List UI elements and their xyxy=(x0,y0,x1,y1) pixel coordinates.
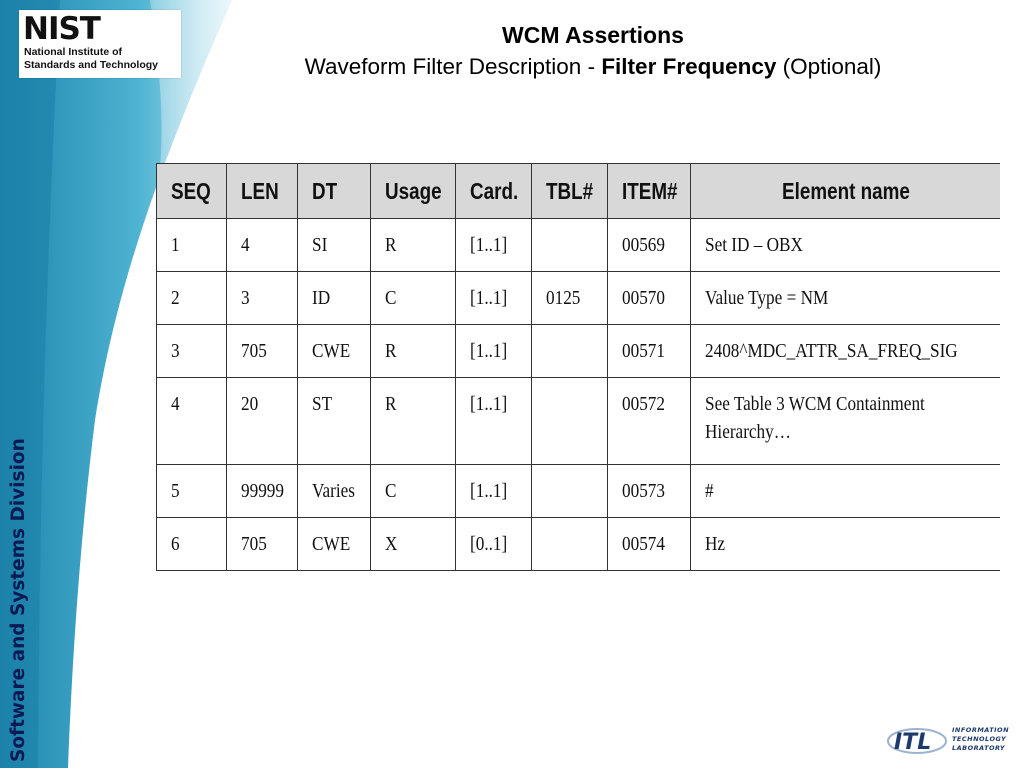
cell-card: [1..1] xyxy=(456,325,532,378)
cell-dt: CWE xyxy=(298,518,371,571)
cell-item: 00569 xyxy=(608,219,691,272)
nist-logo-mark: NIST xyxy=(23,11,100,47)
nist-logo xyxy=(19,10,181,78)
header-tbl: TBL# xyxy=(532,164,608,219)
itl-logo-mark xyxy=(886,722,948,756)
table-row xyxy=(157,378,1001,465)
cell-len: 705 xyxy=(227,518,298,571)
cell-item: 00574 xyxy=(608,518,691,571)
cell-element-name: # xyxy=(691,465,1001,518)
header-len: LEN xyxy=(227,164,298,219)
cell-usage: R xyxy=(371,378,456,465)
cell-tbl xyxy=(532,325,608,378)
subtitle-bold: Filter Frequency xyxy=(601,54,777,79)
itl-logo xyxy=(886,720,1016,760)
segment-table-image xyxy=(156,163,1000,571)
cell-seq: 4 xyxy=(157,378,227,465)
cell-dt: ID xyxy=(298,272,371,325)
cell-tbl: 0125 xyxy=(532,272,608,325)
itl-logo-text: INFORMATION TECHNOLOGY LABORATORY xyxy=(952,726,1010,752)
cell-seq: 2 xyxy=(157,272,227,325)
cell-item: 00572 xyxy=(608,378,691,465)
cell-dt: ST xyxy=(298,378,371,465)
nist-logo-line1: National Institute of xyxy=(24,46,122,58)
table-row xyxy=(157,465,1001,518)
slide-title: WCM Assertions xyxy=(502,22,684,48)
cell-card: [1..1] xyxy=(456,219,532,272)
cell-item: 00571 xyxy=(608,325,691,378)
cell-dt: Varies xyxy=(298,465,371,518)
cell-seq: 6 xyxy=(157,518,227,571)
cell-element-name: See Table 3 WCM Containment Hierarchy… xyxy=(691,378,1001,465)
table-header-row xyxy=(157,164,1001,219)
header-dt: DT xyxy=(298,164,371,219)
cell-card: [0..1] xyxy=(456,518,532,571)
cell-len: 4 xyxy=(227,219,298,272)
svg-text:ITL: ITL xyxy=(894,730,932,755)
cell-element-name: Hz xyxy=(691,518,1001,571)
cell-card: [1..1] xyxy=(456,378,532,465)
slide-subtitle xyxy=(230,54,956,80)
cell-usage: C xyxy=(371,272,456,325)
cell-len: 3 xyxy=(227,272,298,325)
table-row xyxy=(157,325,1001,378)
cell-tbl xyxy=(532,518,608,571)
cell-element-name: 2408^MDC_ATTR_SA_FREQ_SIG xyxy=(691,325,1001,378)
cell-usage: C xyxy=(371,465,456,518)
cell-element-name: Value Type = NM xyxy=(691,272,1001,325)
cell-seq: 1 xyxy=(157,219,227,272)
cell-dt: CWE xyxy=(298,325,371,378)
cell-usage: R xyxy=(371,219,456,272)
cell-tbl xyxy=(532,465,608,518)
cell-item: 00570 xyxy=(608,272,691,325)
cell-len: 99999 xyxy=(227,465,298,518)
cell-element-name: Set ID – OBX xyxy=(691,219,1001,272)
header-card: Card. xyxy=(456,164,532,219)
subtitle-suffix: (Optional) xyxy=(776,54,882,79)
cell-seq: 5 xyxy=(157,465,227,518)
side-division-label: Software and Systems Division xyxy=(8,438,29,762)
cell-tbl xyxy=(532,378,608,465)
table-row xyxy=(157,518,1001,571)
subtitle-prefix: Waveform Filter Description - xyxy=(304,54,602,79)
cell-usage: X xyxy=(371,518,456,571)
cell-usage: R xyxy=(371,325,456,378)
header-element-name: Element name xyxy=(691,164,1001,219)
cell-dt: SI xyxy=(298,219,371,272)
header-usage: Usage xyxy=(371,164,456,219)
table-row xyxy=(157,272,1001,325)
nist-logo-line2: Standards and Technology xyxy=(24,59,158,71)
table-row xyxy=(157,219,1001,272)
cell-tbl xyxy=(532,219,608,272)
header-seq: SEQ xyxy=(157,164,227,219)
segment-table xyxy=(156,163,1000,571)
cell-item: 00573 xyxy=(608,465,691,518)
cell-card: [1..1] xyxy=(456,465,532,518)
cell-seq: 3 xyxy=(157,325,227,378)
cell-len: 20 xyxy=(227,378,298,465)
header-item: ITEM# xyxy=(608,164,691,219)
cell-len: 705 xyxy=(227,325,298,378)
cell-card: [1..1] xyxy=(456,272,532,325)
